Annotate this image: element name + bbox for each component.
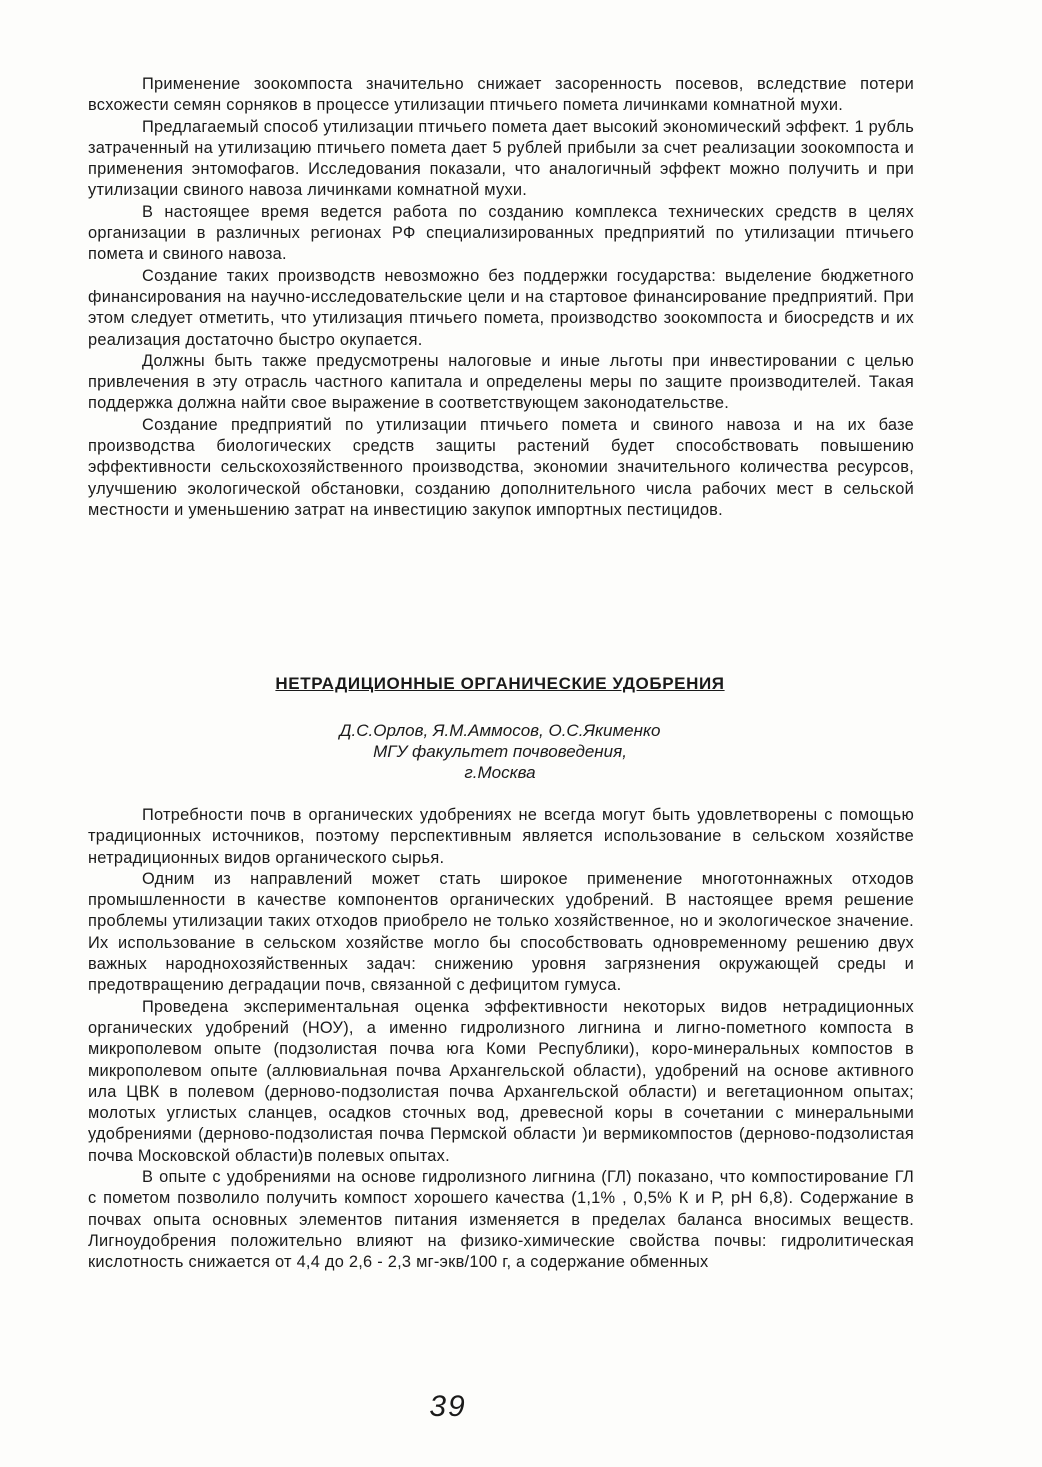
- article-title: НЕТРАДИЦИОННЫЕ ОРГАНИЧЕСКИЕ УДОБРЕНИЯ: [275, 674, 725, 693]
- article-byline: [0, 720, 1000, 783]
- paragraph: Применение зоокомпоста значительно снижает засоренность посевов, вследствие потери всхожести семян сорняков в процессе утилизации птичьего помета личинками комнатной мухи.: [88, 75, 914, 115]
- affiliation: МГУ факультет почвоведения,: [373, 742, 627, 761]
- paragraph: В опыте с удобрениями на основе гидролизного лигнина (ГЛ) показано, что компостирование ГЛ с пометом позволило получить компост хорошего качества (1,1% , 0,5% К и Р, рН 6,8). Содержание в почвах опыта основных элементов питания изменяется в пределах баланса вносимых веществ. Лигноудобрения положительно влияют на физико-химические свойства почвы: гидролитическая кислотность снижается от 4,4 до 2,6 - 2,3 мг-экв/100 г, а содержание обменных: [88, 1168, 914, 1272]
- paragraph: Создание предприятий по утилизации птичьего помета и свиного навоза и на их базе производства биологических средств защиты растений будет способствовать повышению эффективности сельскохозяйственного производства, экономии значительного количества ресурсов, улучшению экологической обстановки, созданию дополнительного числа рабочих мест в сельской местности и уменьшению затрат на инвестицию закупок импортных пестицидов.: [88, 415, 914, 519]
- paragraph: Предлагаемый способ утилизации птичьего помета дает высокий экономический эффект. 1 рубль затраченный на утилизацию птичьего помета дает 5 рублей прибыли за счет реализации зоокомпоста и применения энтомофагов. Исследования показали, что аналогичный эффект можно получить и при утилизации свиного навоза личинками комнатной мухи.: [88, 117, 914, 200]
- paragraph: Создание таких производств невозможно без поддержки государства: выделение бюджетного финансирования на научно-исследовательские цели и на стартовое финансирование предприятий. При этом следует отметить, что утилизация птичьего помета, производство зоокомпоста и биосредств и их реализация достаточно быстро окупается.: [88, 266, 914, 349]
- authors: Д.С.Орлов, Я.М.Аммосов, О.С.Якименко: [339, 721, 661, 740]
- page-number: 39: [429, 1390, 467, 1423]
- paragraph: В настоящее время ведется работа по созданию комплекса технических средств в целях организации в различных регионах РФ специализированных предприятий по утилизации птичьего помета и свиного навоза.: [88, 202, 914, 264]
- paragraph: Проведена экспериментальная оценка эффективности некоторых видов нетрадиционных органических удобрений (НОУ), а именно гидролизного лигнина и лигно-пометного компоста в микрополевом опыте (подзолистая почва юга Коми Республики), коро-минеральных компостов в микрополевом опыте (аллювиальная почва Архангельской области), удобрений на основе активного ила ЦВК в полевом (дерново-подзолистая почва Архангельской области) и вегетационном опытах; молотых углистых сланцев, осадков сточных вод, древесной коры в сочетании с минеральными удобрениями (дерново-подзолистая почва Пермской области )и вермикомпостов (дерново-подзолистая почва Московской области)в полевых опытах.: [88, 997, 914, 1165]
- city: г.Москва: [464, 763, 536, 782]
- top-text-block: [88, 74, 914, 521]
- article-body: [88, 805, 914, 1274]
- paragraph: Потребности почв в органических удобрениях не всегда могут быть удовлетворены с помощью традиционных источников, поэтому перспективным является использование в сельском хозяйстве нетрадиционных видов органического сырья.: [88, 806, 914, 867]
- paragraph: Должны быть также предусмотрены налоговые и иные льготы при инвестировании с целью привлечения в эту отрасль частного капитала и определены меры по защите производителей. Такая поддержка должна найти свое выражение в соответствующем законодательстве.: [88, 351, 914, 413]
- paragraph: Одним из направлений может стать широкое применение многотоннажных отходов промышленности в качестве компонентов органических удобрений. В настоящее время решение проблемы утилизации таких отходов приобрело не только хозяйственное, но и экологическое значение. Их использование в сельском хозяйстве могло бы способствовать одновременному решению двух важных народнохозяйственных задач: снижению уровня загрязнения окружающей среды и предотвращению деградации почв, связанной с дефицитом гумуса.: [88, 869, 914, 995]
